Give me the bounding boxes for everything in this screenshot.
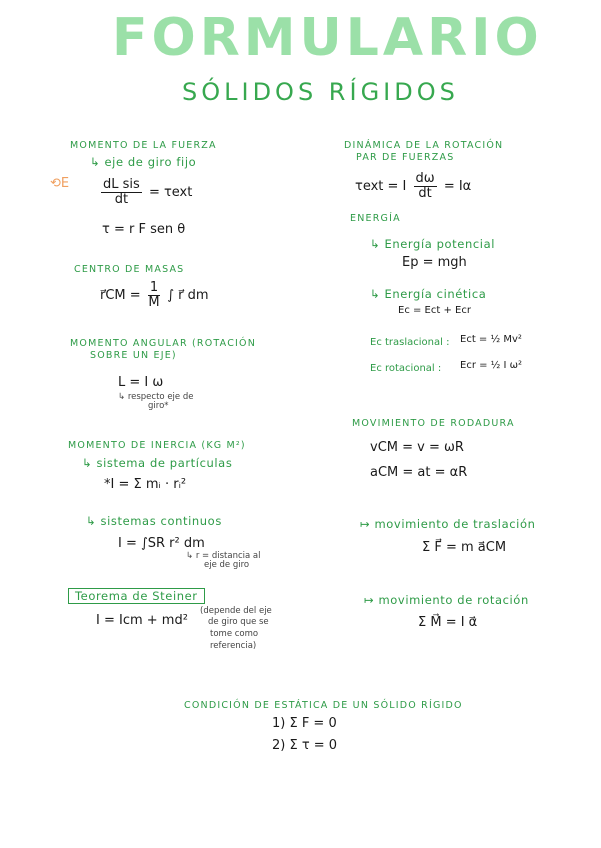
sub-energia-cinetica: ↳ Energía cinética (370, 287, 487, 301)
page-title: FORMULARIO (112, 8, 543, 68)
note-steiner-1: (depende del eje (200, 606, 272, 616)
eq-momento-angular: L = I ω (118, 375, 164, 390)
eq-ec-rotacional: Ecr = ½ I ω² (460, 360, 523, 371)
eq-energia-potencial: Ep = mgh (402, 255, 467, 270)
page-subtitle: SÓLIDOS RÍGIDOS (182, 78, 459, 106)
eq-dL-rhs: = τext (148, 185, 193, 200)
label-ec-traslacional: Ec traslacional : (370, 337, 450, 348)
heading-centro-masas: CENTRO DE MASAS (74, 264, 185, 275)
sub-movimiento-traslacion: ↦ movimiento de traslación (360, 517, 536, 531)
eq-din-den: dt (418, 186, 432, 201)
eq-dL-num: dL sis (103, 177, 140, 192)
eq-aceleracion-cm: aCM = at = αR (370, 465, 468, 480)
eq-cm-den: M (148, 295, 160, 310)
heading-energia: ENERGÍA (350, 213, 401, 224)
heading-condicion-estatica: CONDICIÓN DE ESTÁTICA DE UN SÓLIDO RÍGIDO (184, 700, 463, 711)
eq-dL-den: dt (114, 192, 129, 207)
note-steiner-2: de giro que se (208, 617, 269, 627)
heading-dinamica-1: DINÁMICA DE LA ROTACIÓN (344, 140, 504, 151)
eq-energia-cinetica: Ec = Ect + Ecr (398, 305, 471, 316)
note-steiner-4: referencia) (210, 641, 257, 651)
sub-eje-giro-fijo: ↳ eje de giro fijo (90, 155, 197, 169)
eq-cm-num: 1 (149, 280, 159, 295)
eq-inercia-continuos: I = ∫SR r² dm (118, 536, 205, 551)
heading-momento-angular-1: MOMENTO ANGULAR (ROTACIÓN (70, 338, 257, 349)
heading-rodadura: MOVIMIENTO DE RODADURA (352, 418, 515, 429)
eq-estatica-1: 1) Σ F = 0 (272, 716, 337, 731)
eq-cm-rhs: ∫ r⃗ dm (167, 288, 209, 303)
sub-sistemas-continuos: ↳ sistemas continuos (86, 514, 222, 528)
sub-sistema-particulas: ↳ sistema de partículas (82, 456, 233, 470)
eq-rotacion: Σ M⃗ = I α⃗ (418, 615, 478, 630)
eq-din-lhs: τext = I (355, 179, 407, 194)
eq-centro-masas (100, 281, 209, 310)
note-distancia-1: ↳ r = distancia al (186, 551, 261, 561)
heading-dinamica-2: PAR DE FUERZAS (356, 152, 455, 163)
eq-steiner: I = Icm + md² (96, 613, 188, 628)
eq-estatica-2: 2) Σ τ = 0 (272, 738, 338, 753)
eq-velocidad-cm: vCM = v = ωR (370, 440, 464, 455)
eq-din-rhs: = Iα (443, 179, 472, 194)
eq-din-num: dω (415, 171, 435, 186)
note-distancia-2: eje de giro (204, 560, 250, 570)
eq-torque: τ = r F sen θ (102, 222, 186, 237)
sub-movimiento-rotacion: ↦ movimiento de rotación (364, 593, 529, 607)
sub-energia-potencial: ↳ Energía potencial (370, 237, 496, 251)
eq-cm-lhs: r⃗CM = (100, 288, 141, 303)
margin-mark-icon: ⟲E (50, 176, 70, 191)
note-steiner-3: tome como (210, 629, 259, 639)
heading-momento-inercia: MOMENTO DE INERCIA (KG M²) (68, 440, 246, 451)
eq-inercia-particulas: *I = Σ mᵢ · rᵢ² (104, 477, 187, 492)
eq-traslacion: Σ F⃗ = m a⃗CM (422, 540, 507, 555)
label-teorema-steiner: Teorema de Steiner (68, 588, 205, 604)
eq-ec-traslacional: Ect = ½ Mv² (460, 334, 522, 345)
label-ec-rotacional: Ec rotacional : (370, 363, 442, 374)
note-respecto-eje-1: ↳ respecto eje de (118, 392, 194, 402)
heading-momento-angular-2: SOBRE UN EJE) (90, 350, 177, 361)
eq-dL-dt (98, 178, 192, 207)
note-respecto-eje-2: giro* (148, 401, 169, 411)
heading-momento-fuerza: MOMENTO DE LA FUERZA (70, 140, 217, 151)
eq-dinamica (355, 172, 471, 201)
